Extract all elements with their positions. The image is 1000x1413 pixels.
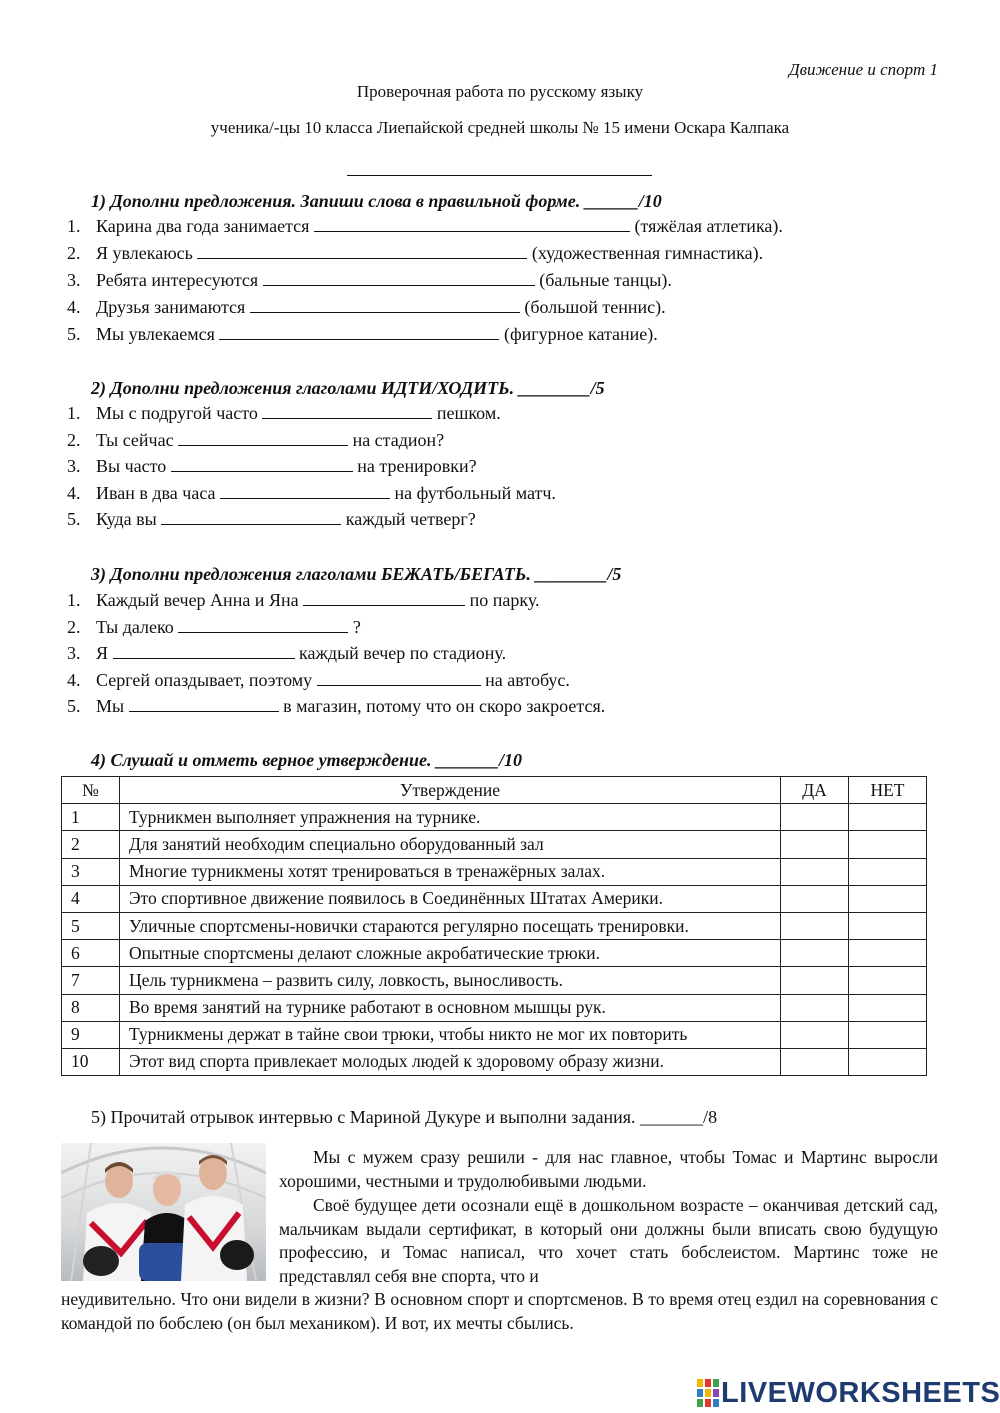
- task2-answer-blank[interactable]: [220, 483, 390, 499]
- task1-item-number: 4.: [67, 297, 81, 317]
- task1-item-hint: (бальные танцы).: [539, 270, 672, 290]
- task3-item-hint: в магазин, потому что он скоро закроется.: [283, 696, 606, 716]
- row-no-checkbox[interactable]: [849, 912, 927, 939]
- col-statement-header: Утверждение: [120, 777, 781, 804]
- row-no-checkbox[interactable]: [849, 967, 927, 994]
- task2-item-hint: пешком.: [436, 403, 501, 423]
- task1-answer-blank[interactable]: [250, 297, 520, 313]
- task1-item-number: 2.: [67, 243, 81, 263]
- task3-item: [67, 696, 605, 717]
- statements-table: [61, 776, 927, 1076]
- task3-item-text: Мы: [96, 696, 125, 716]
- task1-answer-blank[interactable]: [263, 270, 535, 286]
- task3-item-number: 3.: [67, 643, 81, 663]
- task1-item-hint: (фигурное катание).: [503, 324, 658, 344]
- task2-item: [67, 509, 476, 530]
- row-number: 6: [62, 940, 120, 967]
- task2-item-hint: каждый четверг?: [345, 509, 476, 529]
- task3-answer-blank[interactable]: [303, 590, 465, 606]
- row-statement: Цель турникмена – развить силу, ловкость, выносливость.: [120, 967, 781, 994]
- col-no-header: НЕТ: [849, 777, 927, 804]
- task1-answer-blank[interactable]: [219, 324, 499, 340]
- task3-item-text: Сергей опаздывает, поэтому: [96, 669, 313, 690]
- row-yes-checkbox[interactable]: [781, 804, 849, 831]
- task3-heading: 3) Дополни предложения глаголами БЕЖАТЬ/БЕГАТЬ. ________/5: [91, 564, 622, 584]
- logo-text: LIVEWORKSHEETS: [721, 1376, 1000, 1409]
- interview-para-1: Мы с мужем сразу решили - для нас главное, чтобы Томас и Мартинс выросли хорошими, честными и трудолюбивыми людьми.: [279, 1147, 938, 1191]
- topic-label: Движение и спорт 1: [788, 60, 938, 79]
- task1-item-number: 5.: [67, 324, 81, 344]
- task2-item-text: Иван в два часа: [96, 482, 216, 503]
- row-yes-checkbox[interactable]: [781, 858, 849, 885]
- table-row: [62, 804, 927, 831]
- task1-item-hint: (художественная гимнастика).: [531, 243, 764, 263]
- row-number: 9: [62, 1021, 120, 1048]
- task4-heading: 4) Слушай и отметь верное утверждение. _______/10: [91, 750, 523, 770]
- table-row: [62, 858, 927, 885]
- task1-item: [67, 297, 666, 318]
- athletes-photo: [61, 1143, 266, 1281]
- task2-item-text: Куда вы: [96, 509, 157, 529]
- task1-item-hint: (большой теннис).: [524, 297, 666, 317]
- row-number: 7: [62, 967, 120, 994]
- task3-item: [67, 590, 540, 611]
- task2-item-text: Вы часто: [96, 456, 167, 476]
- task1-item: [67, 243, 763, 264]
- task3-answer-blank[interactable]: [317, 670, 481, 686]
- task3-item: [67, 670, 570, 691]
- task3-item-number: 1.: [67, 590, 81, 610]
- task3-item-hint: ?: [352, 616, 361, 637]
- task1-answer-blank[interactable]: [314, 216, 630, 232]
- name-line[interactable]: [347, 175, 652, 176]
- row-no-checkbox[interactable]: [849, 885, 927, 912]
- logo-icon: [697, 1379, 721, 1407]
- row-no-checkbox[interactable]: [849, 831, 927, 858]
- row-no-checkbox[interactable]: [849, 804, 927, 831]
- table-row: [62, 831, 927, 858]
- row-no-checkbox[interactable]: [849, 1021, 927, 1048]
- row-yes-checkbox[interactable]: [781, 885, 849, 912]
- task1-item: [67, 216, 783, 237]
- row-statement: Для занятий необходим специально оборудованный зал: [120, 831, 781, 858]
- row-yes-checkbox[interactable]: [781, 967, 849, 994]
- row-number: 8: [62, 994, 120, 1021]
- page-subtitle: ученика/-цы 10 класса Лиепайской средней школы № 15 имени Оскара Калпака: [210, 118, 790, 137]
- task1-item-text: Мы увлекаемся: [96, 324, 215, 344]
- task2-item-hint: на тренировки?: [357, 456, 477, 476]
- row-statement: Этот вид спорта привлекает молодых людей к здоровому образу жизни.: [120, 1048, 781, 1075]
- row-number: 10: [62, 1048, 120, 1075]
- row-yes-checkbox[interactable]: [781, 940, 849, 967]
- task1-item-text: Карина два года занимается: [96, 216, 310, 236]
- task3-item: [67, 643, 506, 664]
- interview-para-2b: неудивительно. Что они видели в жизни? В основном спорт и спортсменов. В то время отец ездил на соревнования с командой по бобслею (он был механиком). И вот, их мечты сбылись.: [61, 1289, 938, 1333]
- task3-item-number: 5.: [67, 696, 81, 716]
- task2-item-number: 3.: [67, 456, 81, 476]
- task3-item-hint: на автобус.: [485, 669, 570, 690]
- table-row: [62, 1021, 927, 1048]
- table-header-row: [62, 777, 927, 804]
- table-row: [62, 912, 927, 939]
- task2-item-number: 1.: [67, 403, 81, 423]
- task1-item: [67, 270, 672, 291]
- task2-item-number: 4.: [67, 482, 81, 503]
- task1-answer-blank[interactable]: [197, 243, 527, 259]
- task3-answer-blank[interactable]: [178, 617, 348, 633]
- task3-item: [67, 617, 361, 638]
- row-statement: Турникмены держат в тайне свои трюки, чтобы никто не мог их повторить: [120, 1021, 781, 1048]
- table-row: [62, 885, 927, 912]
- task2-answer-blank[interactable]: [171, 456, 353, 472]
- task3-item-number: 4.: [67, 669, 81, 690]
- task1-item-hint: (тяжёлая атлетика).: [634, 216, 783, 236]
- task2-item: [67, 403, 501, 424]
- task2-item-hint: на стадион?: [352, 429, 445, 450]
- task2-heading: 2) Дополни предложения глаголами ИДТИ/ХОДИТЬ. ________/5: [91, 378, 605, 398]
- task3-answer-blank[interactable]: [113, 643, 295, 659]
- task1-item-text: Я увлекаюсь: [96, 243, 193, 263]
- task3-answer-blank[interactable]: [129, 696, 279, 712]
- task2-item: [67, 456, 477, 477]
- row-number: 2: [62, 831, 120, 858]
- row-yes-checkbox[interactable]: [781, 1021, 849, 1048]
- row-number: 3: [62, 858, 120, 885]
- task2-answer-blank[interactable]: [262, 403, 432, 419]
- task2-item-number: 5.: [67, 509, 81, 529]
- task2-item-hint: на футбольный матч.: [394, 482, 556, 503]
- row-statement: Уличные спортсмены-новички стараются регулярно посещать тренировки.: [120, 912, 781, 939]
- col-yes-header: ДА: [781, 777, 849, 804]
- table-row: [62, 967, 927, 994]
- task2-item-text: Мы с подругой часто: [96, 403, 258, 423]
- row-statement: Это спортивное движение появилось в Соединённых Штатах Америки.: [120, 885, 781, 912]
- row-no-checkbox[interactable]: [849, 1048, 927, 1075]
- task5-heading: 5) Прочитай отрывок интервью с Мариной Дукуре и выполни задания. _______/8: [91, 1107, 718, 1127]
- interview-para-2a: Своё будущее дети осознали ещё в дошкольном возрасте – оканчивая детский сад, мальчикам выдали сертификат, в который они должны были вписать свою будущую профессию, и Томас написал, что хочет стать бобслеистом. Мартинс тоже не представлял себя вне спорта, что и: [279, 1195, 938, 1287]
- task2-answer-blank[interactable]: [178, 430, 348, 446]
- row-no-checkbox[interactable]: [849, 994, 927, 1021]
- row-statement: Многие турникмены хотят тренироваться в тренажёрных залах.: [120, 858, 781, 885]
- row-yes-checkbox[interactable]: [781, 1048, 849, 1075]
- task1-item-number: 1.: [67, 216, 81, 236]
- task1-item: [67, 324, 658, 345]
- row-statement: Во время занятий на турнике работают в основном мышцы рук.: [120, 994, 781, 1021]
- row-no-checkbox[interactable]: [849, 858, 927, 885]
- task1-item-text: Друзья занимаются: [96, 297, 246, 317]
- task3-item-number: 2.: [67, 616, 81, 637]
- col-num-header: №: [62, 777, 120, 804]
- task2-item-number: 2.: [67, 429, 81, 450]
- table-row: [62, 1048, 927, 1075]
- table-row: [62, 994, 927, 1021]
- row-yes-checkbox[interactable]: [781, 994, 849, 1021]
- row-number: 5: [62, 912, 120, 939]
- task2-item: [67, 430, 444, 451]
- task2-item-text: Ты сейчас: [96, 429, 174, 450]
- page-title: Проверочная работа по русскому языку: [356, 82, 644, 101]
- row-yes-checkbox[interactable]: [781, 912, 849, 939]
- athletes-photo-svg: [61, 1143, 266, 1281]
- task2-item: [67, 483, 556, 504]
- row-yes-checkbox[interactable]: [781, 831, 849, 858]
- task1-item-number: 3.: [67, 270, 81, 290]
- row-statement: Турникмен выполняет упражнения на турнике.: [120, 804, 781, 831]
- task1-heading: 1) Дополни предложения. Запиши слова в правильной форме. ______/10: [91, 191, 662, 211]
- task3-item-text: Я: [96, 643, 109, 663]
- row-statement: Опытные спортсмены делают сложные акробатические трюки.: [120, 940, 781, 967]
- task3-item-hint: по парку.: [469, 590, 540, 610]
- task3-item-hint: каждый вечер по стадиону.: [299, 643, 507, 663]
- task3-item-text: Ты далеко: [96, 616, 174, 637]
- row-number: 1: [62, 804, 120, 831]
- row-number: 4: [62, 885, 120, 912]
- task2-answer-blank[interactable]: [161, 509, 341, 525]
- task1-item-text: Ребята интересуются: [96, 270, 259, 290]
- row-no-checkbox[interactable]: [849, 940, 927, 967]
- liveworksheets-logo[interactable]: [697, 1377, 1000, 1409]
- table-row: [62, 940, 927, 967]
- task3-item-text: Каждый вечер Анна и Яна: [96, 590, 299, 610]
